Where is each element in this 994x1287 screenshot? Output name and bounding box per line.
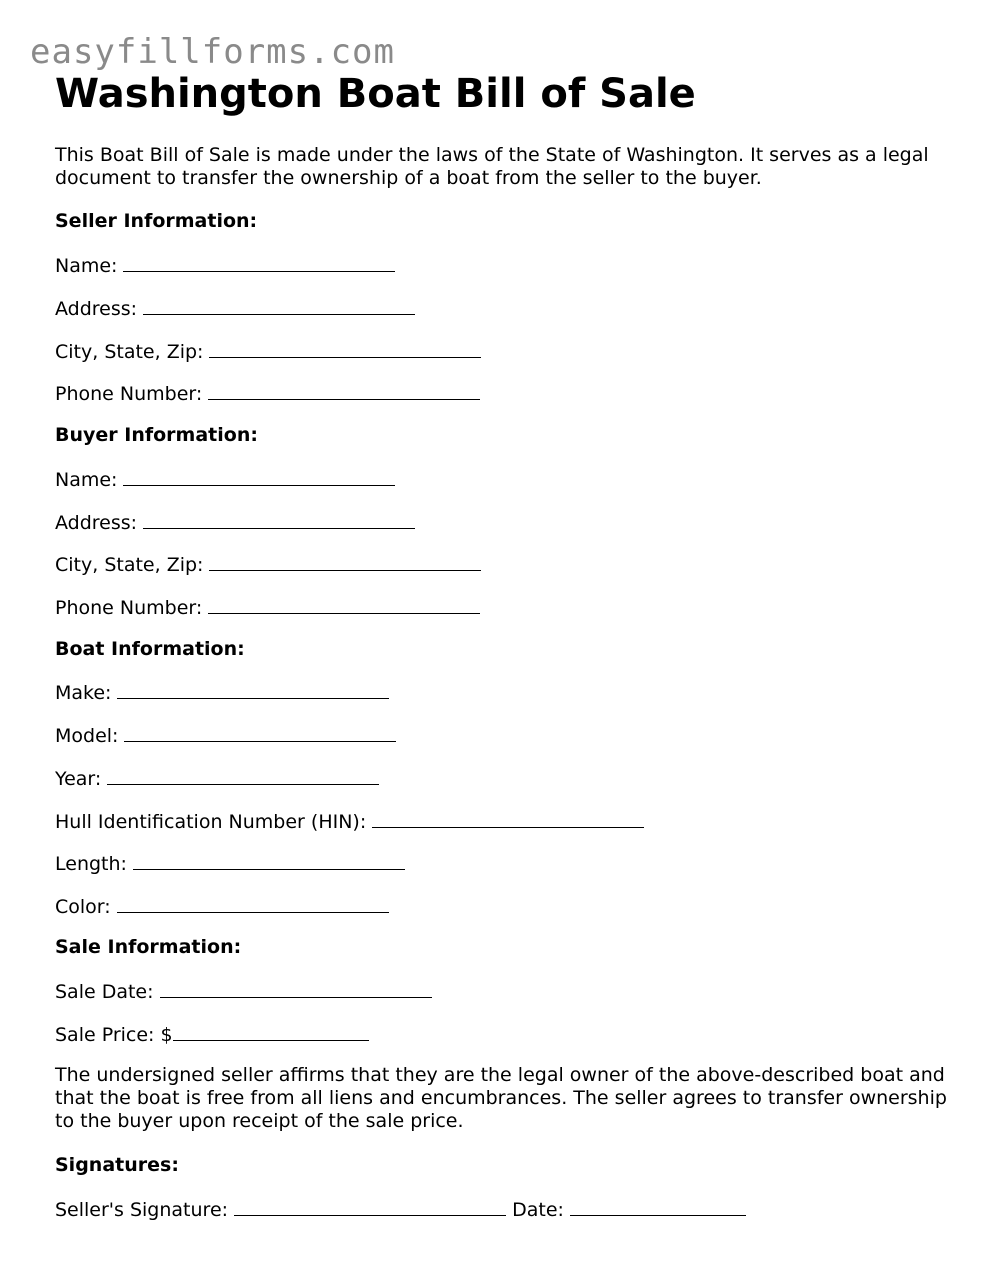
sale-date-field[interactable] bbox=[160, 978, 432, 998]
boat-color-field[interactable] bbox=[117, 893, 389, 913]
seller-city-field[interactable] bbox=[209, 338, 481, 358]
buyer-city-field[interactable] bbox=[209, 551, 481, 571]
seller-signature-label: Seller's Signature: bbox=[55, 1199, 229, 1221]
seller-address-label: Address: bbox=[55, 298, 138, 320]
buyer-address-row bbox=[55, 509, 415, 535]
signatures-section-heading: Signatures: bbox=[55, 1154, 179, 1176]
page-title: Washington Boat Bill of Sale bbox=[55, 71, 696, 117]
buyer-address-field[interactable] bbox=[143, 509, 415, 529]
buyer-phone-label: Phone Number: bbox=[55, 597, 203, 619]
seller-phone-label: Phone Number: bbox=[55, 383, 203, 405]
seller-phone-row bbox=[55, 380, 480, 406]
buyer-name-field[interactable] bbox=[123, 466, 395, 486]
boat-model-label: Model: bbox=[55, 725, 119, 747]
boat-color-row bbox=[55, 893, 389, 919]
boat-make-label: Make: bbox=[55, 682, 112, 704]
intro-paragraph: This Boat Bill of Sale is made under the laws of the State of Washington. It serves as a legal document to transfer the ownership of a boat from the seller to the buyer. bbox=[55, 144, 929, 189]
seller-phone-field[interactable] bbox=[208, 380, 480, 400]
boat-year-row bbox=[55, 765, 379, 791]
sale-section-heading: Sale Information: bbox=[55, 936, 242, 958]
boat-hin-field[interactable] bbox=[372, 808, 644, 828]
buyer-phone-field[interactable] bbox=[208, 594, 480, 614]
boat-length-row bbox=[55, 850, 405, 876]
buyer-name-row bbox=[55, 466, 395, 492]
seller-address-row bbox=[55, 295, 415, 321]
sale-date-row bbox=[55, 978, 432, 1004]
boat-model-field[interactable] bbox=[124, 722, 396, 742]
boat-hin-row bbox=[55, 808, 644, 834]
seller-section-heading: Seller Information: bbox=[55, 210, 258, 232]
ownership-statement: The undersigned seller affirms that they are the legal owner of the above-described boat and that the boat is free from all liens and encumbrances. The seller agrees to transfer ownership to the buyer upon receipt of the sale price. bbox=[55, 1064, 947, 1132]
boat-year-label: Year: bbox=[55, 768, 102, 790]
sale-price-row bbox=[55, 1021, 369, 1047]
boat-make-field[interactable] bbox=[117, 679, 389, 699]
seller-signature-field[interactable] bbox=[234, 1196, 506, 1216]
buyer-city-label: City, State, Zip: bbox=[55, 554, 204, 576]
seller-name-field[interactable] bbox=[123, 252, 395, 272]
buyer-city-row bbox=[55, 551, 481, 577]
boat-make-row bbox=[55, 679, 389, 705]
signature-date-field[interactable] bbox=[570, 1196, 746, 1216]
sale-price-field[interactable] bbox=[173, 1021, 369, 1041]
sale-price-label: Sale Price: $ bbox=[55, 1024, 173, 1046]
seller-city-row bbox=[55, 338, 481, 364]
boat-year-field[interactable] bbox=[107, 765, 379, 785]
seller-name-label: Name: bbox=[55, 255, 118, 277]
seller-signature-row bbox=[55, 1196, 746, 1222]
buyer-phone-row bbox=[55, 594, 480, 620]
sale-date-label: Sale Date: bbox=[55, 981, 154, 1003]
boat-hin-label: Hull Identification Number (HIN): bbox=[55, 811, 367, 833]
boat-length-label: Length: bbox=[55, 853, 127, 875]
seller-city-label: City, State, Zip: bbox=[55, 341, 204, 363]
seller-address-field[interactable] bbox=[143, 295, 415, 315]
boat-section-heading: Boat Information: bbox=[55, 638, 245, 660]
buyer-address-label: Address: bbox=[55, 512, 138, 534]
signature-date-label: Date: bbox=[512, 1199, 564, 1221]
boat-model-row bbox=[55, 722, 396, 748]
boat-length-field[interactable] bbox=[133, 850, 405, 870]
buyer-section-heading: Buyer Information: bbox=[55, 424, 258, 446]
buyer-name-label: Name: bbox=[55, 469, 118, 491]
boat-color-label: Color: bbox=[55, 896, 111, 918]
seller-name-row bbox=[55, 252, 395, 278]
watermark: easyfillforms.com bbox=[30, 32, 395, 72]
